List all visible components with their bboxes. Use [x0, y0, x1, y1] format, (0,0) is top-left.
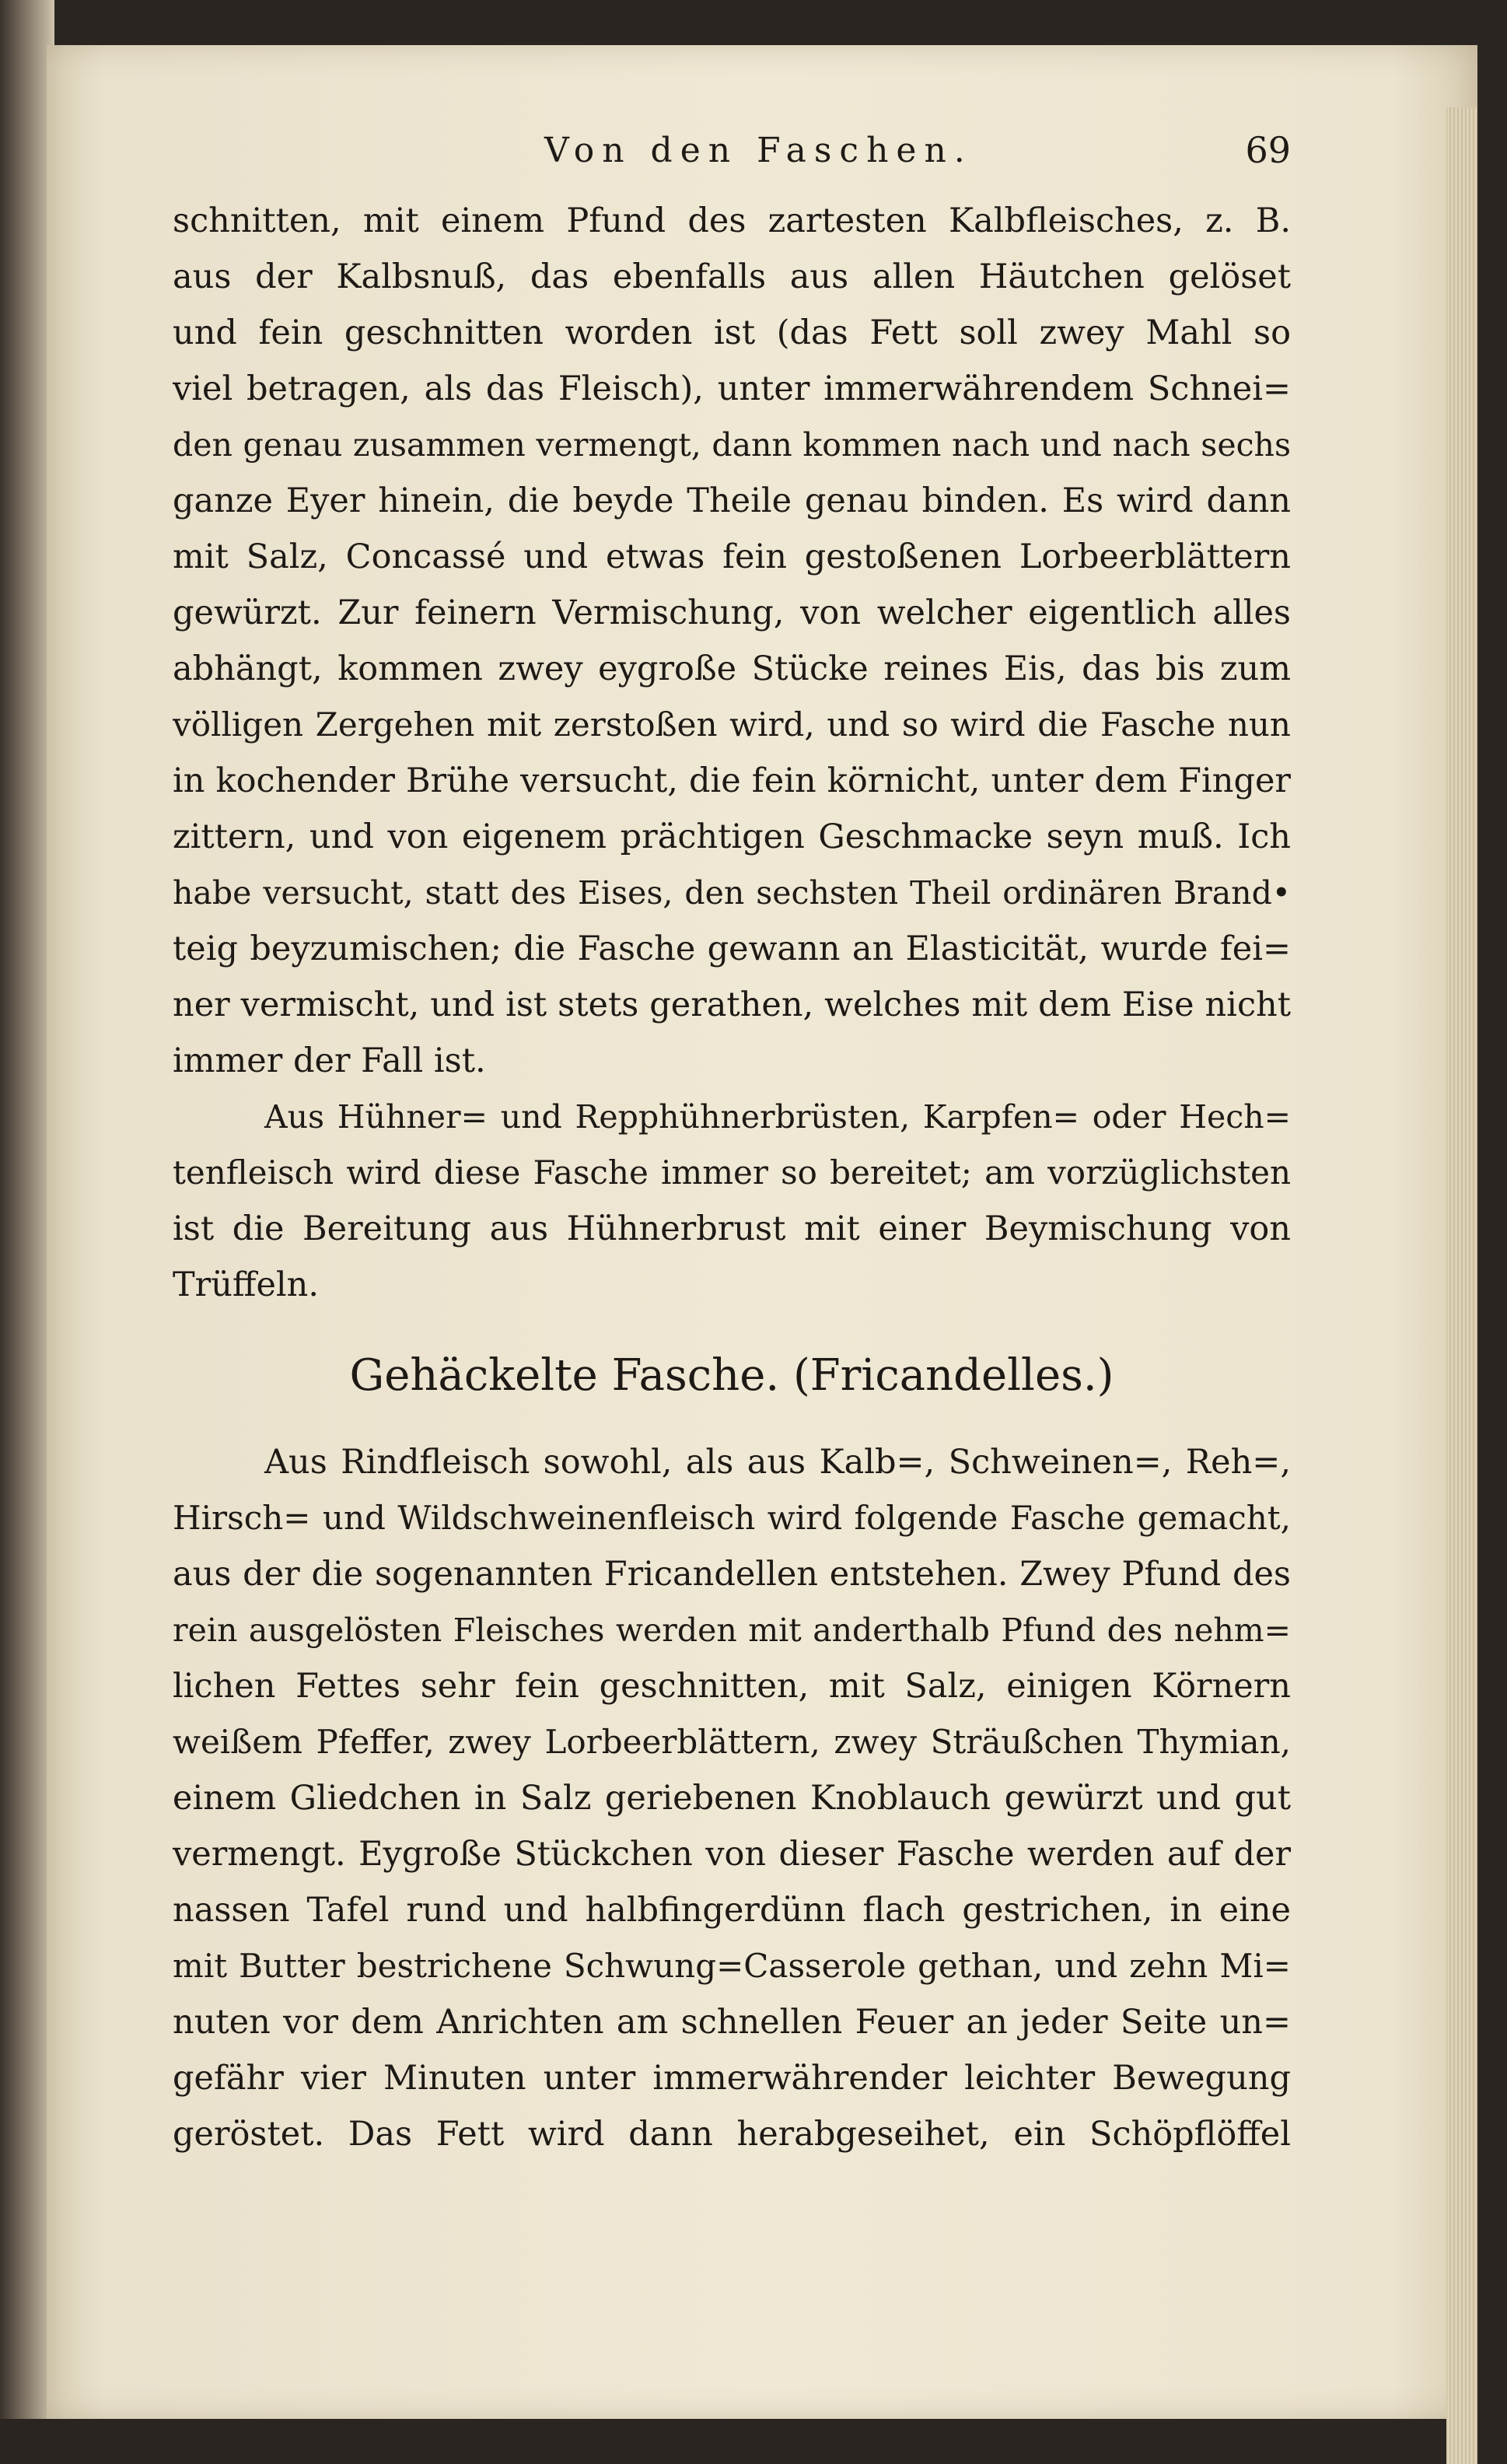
text-line: Trüffeln. [173, 1265, 320, 1304]
text-line: in kochender Brühe versucht, die fein körnicht, unter dem Finger [173, 761, 1291, 800]
text-line: vermengt. Eygroße Stückchen von dieser Fasche werden auf der [173, 1835, 1291, 1874]
page-header [179, 124, 1291, 179]
text-line: gewürzt. Zur feinern Vermischung, von welcher eigentlich alles [173, 593, 1291, 632]
text-line: Aus Rindfleisch sowohl, als aus Kalb=, Schweinen=, Reh=, [264, 1443, 1291, 1482]
section-heading: Gehäckelte Fasche. (Fricandelles.) [349, 1350, 1114, 1401]
paragraph-continued [173, 193, 1291, 1089]
text-line: weißem Pfeffer, zwey Lorbeerblättern, zwey Sträußchen Thymian, [173, 1723, 1291, 1761]
paragraph-poultry [173, 1089, 1291, 1313]
text-line: mit Salz, Concassé und etwas fein gestoßenen Lorbeerblättern [173, 537, 1291, 576]
text-line: mit Butter bestrichene Schwung=Casserole gethan, und zehn Mi= [173, 1947, 1291, 1985]
text-line: nassen Tafel rund und halbfingerdünn flach gestrichen, in eine [173, 1891, 1291, 1930]
page-body [173, 193, 1291, 2162]
text-line: Hirsch= und Wildschweinenfleisch wird folgende Fasche gemacht, [173, 1499, 1291, 1537]
text-line: Aus Hühner= und Repphühnerbrüsten, Karpfen= oder Hech= [264, 1098, 1291, 1136]
text-line: zittern, und von eigenem prächtigen Geschmacke seyn muß. Ich [173, 817, 1291, 856]
text-line: immer der Fall ist. [173, 1041, 486, 1080]
text-line: nuten vor dem Anrichten am schnellen Feuer an jeder Seite un= [173, 2003, 1291, 2042]
text-line: und fein geschnitten worden ist (das Fett soll zwey Mahl so [173, 313, 1291, 352]
text-line: viel betragen, als das Fleisch), unter immerwährendem Schnei= [173, 369, 1291, 408]
page-edges [1446, 107, 1477, 2464]
text-line: einem Gliedchen in Salz geriebenen Knoblauch gewürzt und gut [173, 1779, 1291, 1818]
text-line: abhängt, kommen zwey eygroße Stücke reines Eis, das bis zum [173, 649, 1291, 688]
running-title: Von den Faschen. [544, 131, 973, 170]
text-line: tenfleisch wird diese Fasche immer so bereitet; am vorzüglichsten [173, 1153, 1291, 1192]
text-line: ganze Eyer hinein, die beyde Theile genau binden. Es wird dann [173, 481, 1291, 520]
text-line: gefähr vier Minuten unter immerwährender leichter Bewegung [173, 2059, 1291, 2098]
text-line: lichen Fettes sehr fein geschnitten, mit Salz, einigen Körnern [173, 1667, 1291, 1706]
text-line: habe versucht, statt des Eises, den sechsten Theil ordinären Brand• [173, 874, 1291, 912]
text-line: völligen Zergehen mit zerstoßen wird, und so wird die Fasche nun [173, 705, 1291, 744]
text-line: aus der die sogenannten Fricandellen entstehen. Zwey Pfund des [173, 1555, 1291, 1594]
text-line: ist die Bereitung aus Hühnerbrust mit einer Beymischung von [173, 1209, 1291, 1248]
text-line: teig beyzumischen; die Fasche gewann an Elasticität, wurde fei= [173, 929, 1291, 968]
text-line: ner vermischt, und ist stets gerathen, welches mit dem Eise nicht [173, 985, 1291, 1024]
paragraph-fricandelles [173, 1434, 1291, 2162]
text-line: den genau zusammen vermengt, dann kommen nach und nach sechs [173, 426, 1291, 464]
text-line: aus der Kalbsnuß, das ebenfalls aus allen Häutchen gelöset [173, 257, 1291, 296]
text-line: rein ausgelösten Fleisches werden mit anderthalb Pfund des nehm= [173, 1612, 1291, 1649]
page-number: 69 [1245, 129, 1291, 171]
text-line: schnitten, mit einem Pfund des zartesten Kalbfleisches, z. B. [173, 201, 1291, 240]
text-line: geröstet. Das Fett wird dann herabgeseihet, ein Schöpflöffel [173, 2115, 1291, 2154]
